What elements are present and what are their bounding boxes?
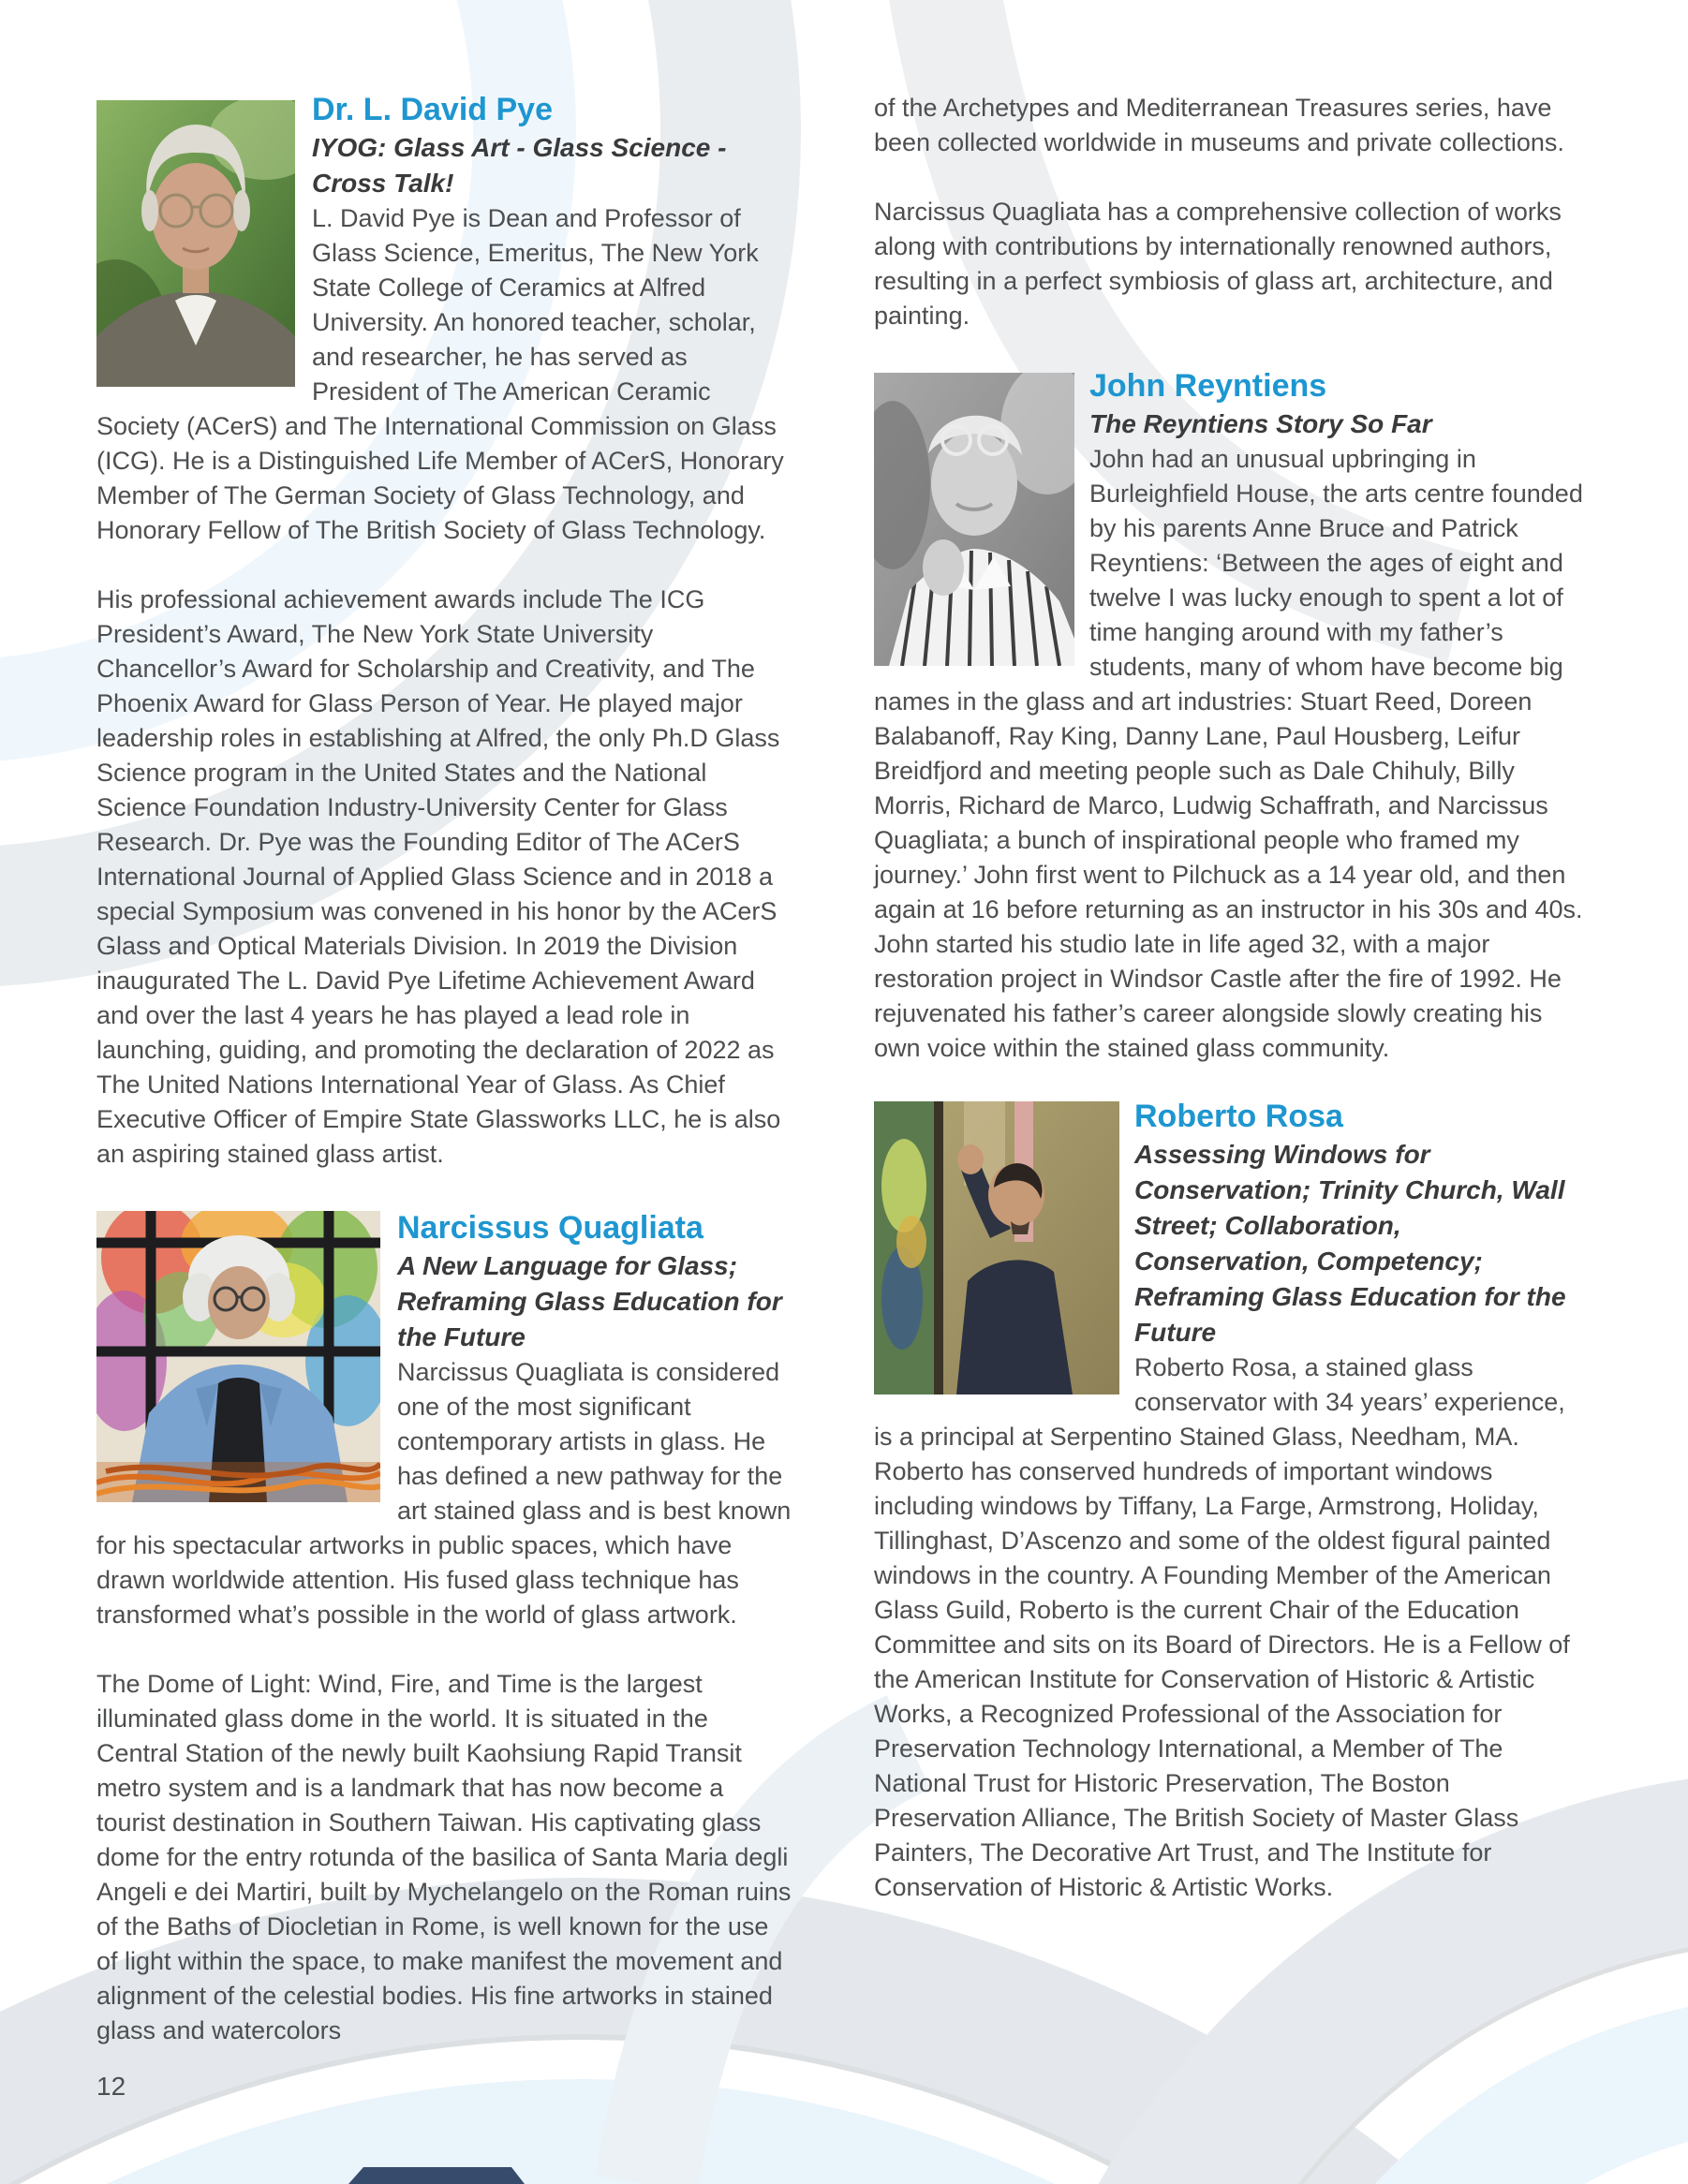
bio-paragraph: L. David Pye is Dean and Professor of Glass Science, Emeritus, The New York State College of Ceramics at Alfred University. An honored teacher, scholar, and researcher, he has served as President of The American Ceramic Society (ACerS) and The International Commission on Glass (ICG). He is a Distinguished Life Member of ACerS, Honorary Member of The German Society of Glass Technology, and Honorary Fellow of The British Society of Glass Technology. [96, 204, 784, 544]
bio-paragraph: His professional achievement awards include The ICG President’s Award, The New York State University Chancellor’s Award for Scholarship and Creativity, and The Phoenix Award for Glass Person of Year. He played major leadership roles in establishing at Alfred, the only Ph.D Glass Science program in the United States and the National Science Foundation Industry-University Center for Glass Research. Dr. Pye was the Founding Editor of The ACerS International Journal of Applied Glass Science and in 2018 a special Symposium was convened in his honor by the ACerS Glass and Optical Materials Division. In 2019 the Division inaugurated The L. David Pye Lifetime Achievement Award and over the last 4 years he has played a lead role in launching, guiding, and promoting the declaration of 2022 as The United Nations International Year of Glass. As Chief Executive Officer of Empire State Glassworks LLC, he is also an aspiring stained glass artist. [96, 585, 781, 1168]
page-number: 12 [96, 2072, 126, 2101]
left-column [96, 89, 794, 2048]
bio-paragraph-continued: Narcissus Quagliata has a comprehensive collection of works along with contributions by internationally renowned authors, resulting in a perfect symbiosis of glass art, architecture, and painting. [874, 198, 1562, 330]
speaker-name: Narcissus Quagliata [397, 1210, 703, 1246]
speaker-name: Dr. L. David Pye [312, 92, 553, 127]
speaker-name: John Reyntiens [1089, 368, 1327, 404]
bio-paragraph: The Dome of Light: Wind, Fire, and Time is the largest illuminated glass dome in the world. It is situated in the Central Station of the newly built Kaohsiung Rapid Transit metro system and is a landmark that has now become a tourist destination in Southern Taiwan. His captivating glass dome for the entry rotunda of the basilica of Santa Maria degli Angeli e dei Martiri, built by Mychelangelo on the Roman ruins of the Baths of Diocletian in Rome, is well known for the use of light within the space, to make manifest the movement and alignment of the celestial bodies. His fine artworks in stained glass and watercolors [96, 1670, 792, 2044]
speaker-section-pye [96, 89, 794, 1172]
speaker-section-quagliata [96, 1207, 794, 2048]
quagliata-portrait-image [96, 1211, 380, 1502]
bio-paragraph: Narcissus Quagliata is considered one of the most significant contemporary artists in glass. He has defined a new pathway for the art stained glass and is best known for his spectacular artworks in public spaces, which have drawn worldwide attention. His fused glass technique has transformed what’s possible in the world of glass artwork. [96, 1358, 792, 1629]
right-column [874, 91, 1583, 1905]
speaker-section-rosa [874, 1096, 1583, 1905]
rosa-portrait-image [874, 1101, 1119, 1395]
talk-title: Assessing Windows for Conservation; Trinity Church, Wall Street; Collaboration, Conservation, Competency; Reframing Glass Education for the Future [1134, 1140, 1566, 1347]
talk-title: IYOG: Glass Art - Glass Science - Cross Talk! [312, 133, 727, 198]
reyntiens-portrait-image [874, 373, 1074, 666]
quagliata-photo [96, 1211, 380, 1502]
rosa-photo [874, 1101, 1119, 1395]
speaker-name: Roberto Rosa [1134, 1099, 1343, 1134]
talk-title: A New Language for Glass; Reframing Glass Education for the Future [397, 1251, 782, 1351]
bio-paragraph: Roberto Rosa, a stained glass conservator with 34 years’ experience, is a principal at Serpentino Stained Glass, Needham, MA. Roberto has conserved hundreds of important windows including windows by Tiffany, La Farge, Armstrong, Holiday, Tillinghast, D’Ascenzo and some of the oldest figural painted windows in the country. A Founding Member of the American Glass Guild, Roberto is the current Chair of the Education Committee and sits on its Board of Directors. He is a Fellow of the American Institute for Conservation of Historic & Artistic Works, a Recognized Professional of the Association for Preservation Technology International, a Member of The National Trust for Historic Preservation, The Boston Preservation Alliance, The British Society of Master Glass Painters, The Decorative Art Trust, and The Institute for Conservation of Historic & Artistic Works. [874, 1353, 1570, 1901]
talk-title: The Reyntiens Story So Far [1089, 409, 1432, 438]
bio-paragraph-continued: of the Archetypes and Mediterranean Treasures series, have been collected worldwide in museums and private collections. [874, 94, 1564, 156]
reyntiens-photo [874, 373, 1074, 666]
speaker-section-reyntiens [874, 365, 1583, 1066]
pye-portrait-image [96, 100, 295, 387]
pye-photo [96, 100, 295, 387]
bio-paragraph: John had an unusual upbringing in Burleighfield House, the arts centre founded by his parents Anne Bruce and Patrick Reyntiens: ‘Between the ages of eight and twelve I was lucky enough to spent a lot of time hanging around with my father’s students, many of whom have become big names in the glass and art industries: Stuart Reed, Doreen Balabanoff, Ray King, Danny Lane, Paul Housberg, Leifur Breidfjord and meeting people such as Dale Chihuly, Billy Morris, Richard de Marco, Ludwig Schaffrath, and Narcissus Quagliata; a bunch of inspirational people who framed my journey.’ John first went to Pilchuck as a 14 year old, and then again at 16 before returning as an instructor in his 30s and 40s. John started his studio late in life aged 32, with a major restoration project in Windsor Castle after the fire of 1992. He rejuvenated his father’s career alongside slowly creating his own voice within the stained glass community. [874, 445, 1583, 1062]
